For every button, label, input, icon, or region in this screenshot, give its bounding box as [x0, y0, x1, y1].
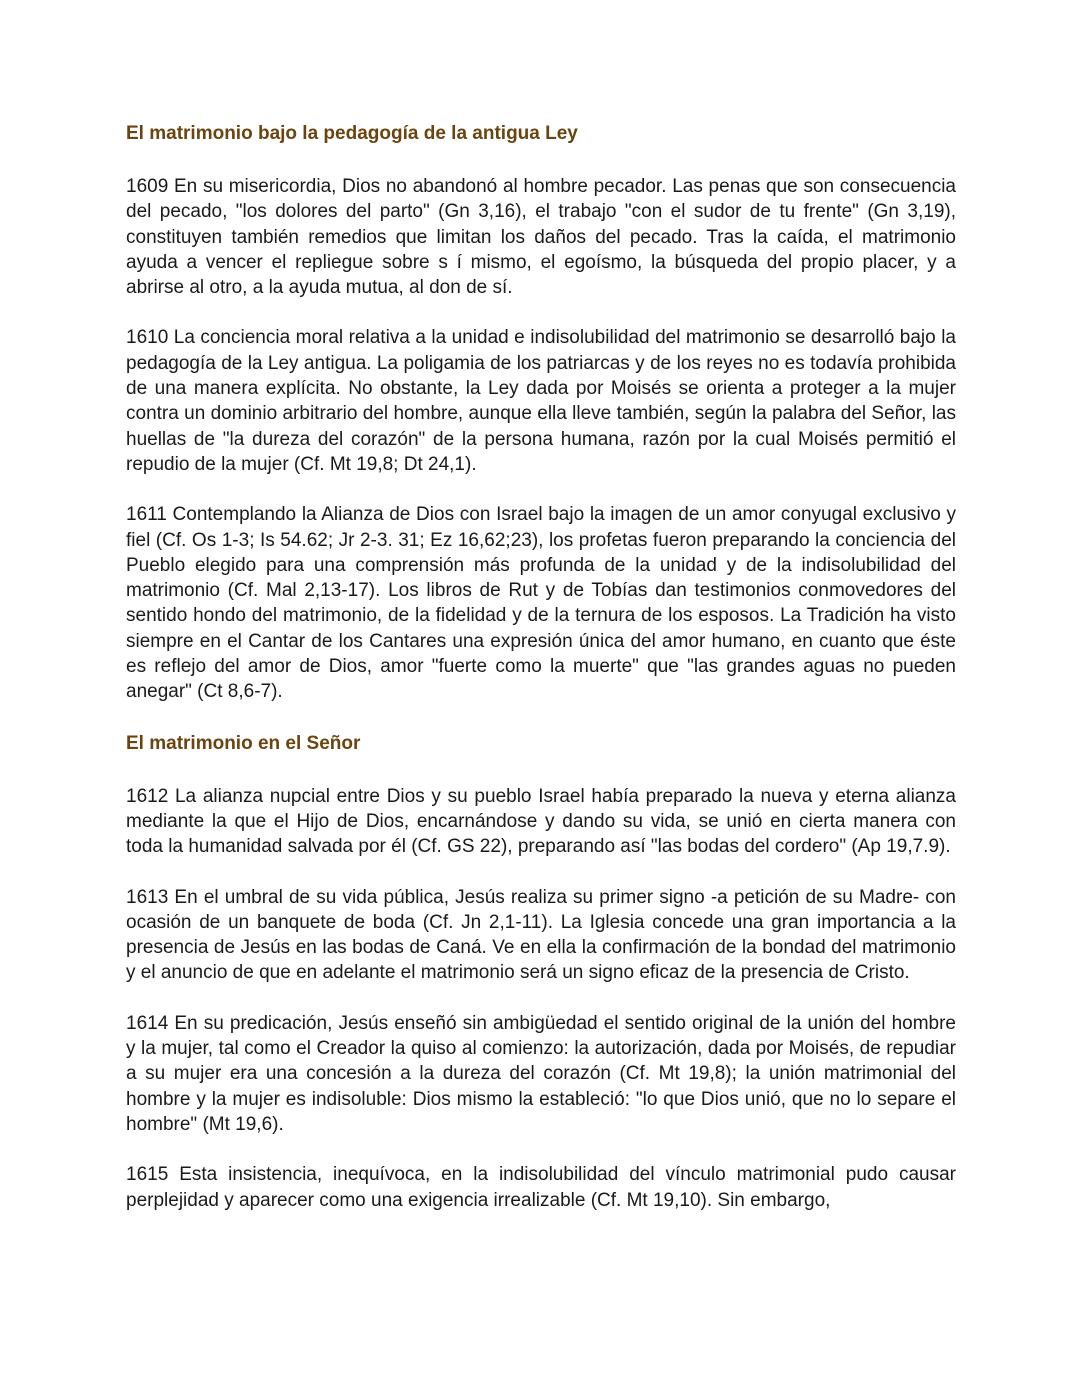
section-heading-en-el-senor: El matrimonio en el Señor — [126, 732, 361, 754]
paragraph-1609: 1609 En su misericordia, Dios no abandonó al hombre pecador. Las penas que son consecuencia del pecado, "los dolores del parto" (Gn 3,16), el trabajo "con el sudor de tu frente" (Gn 3,19), constituyen también remedios que limitan los daños del pecado. Tras la caída, el matrimonio ayuda a vencer el repliegue sobre s í mismo, el egoísmo, la búsqueda del propio placer, y a abrirse al otro, a la ayuda mutua, al don de sí. — [126, 176, 956, 299]
paragraph-1612: 1612 La alianza nupcial entre Dios y su pueblo Israel había preparado la nueva y eterna alianza mediante la que el Hijo de Dios, encarnándose y dando su vida, se unió en cierta manera con toda la humanidad salvada por él (Cf. GS 22), preparando así "las bodas del cordero" (Ap 19,7.9). — [126, 785, 956, 858]
document-page — [126, 120, 956, 1213]
paragraph-1611: 1611 Contemplando la Alianza de Dios con Israel bajo la imagen de un amor conyugal exclusivo y fiel (Cf. Os 1-3; Is 54.62; Jr 2-3. 31; Ez 16,62;23), los profetas fueron preparando la conciencia del Pueblo elegido para una comprensión más profunda de la unidad y de la indisolubilidad del matrimonio (Cf. Mal 2,13-17). Los libros de Rut y de Tobías dan testimonios conmovedores del sentido hondo del matrimonio, de la fidelidad y de la ternura de los esposos. La Tradición ha visto siempre en el Cantar de los Cantares una expresión única del amor humano, en cuanto que éste es reflejo del amor de Dios, amor "fuerte como la muerte" que "las grandes aguas no pueden anegar" (Ct 8,6-7). — [126, 504, 956, 703]
paragraph-1615: 1615 Esta insistencia, inequívoca, en la indisolubilidad del vínculo matrimonial pudo causar perplejidad y aparecer como una exigencia irrealizable (Cf. Mt 19,10). Sin embargo, — [126, 1164, 956, 1211]
paragraph-1614: 1614 En su predicación, Jesús enseñó sin ambigüedad el sentido original de la unión del hombre y la mujer, tal como el Creador la quiso al comienzo: la autorización, dada por Moisés, de repudiar a su mujer era una concesión a la dureza del corazón (Cf. Mt 19,8); la unión matrimonial del hombre y la mujer es indisoluble: Dios mismo la estableció: "lo que Dios unió, que no lo separe el hombre" (Mt 19,6). — [126, 1012, 956, 1135]
section-heading-antigua-ley: El matrimonio bajo la pedagogía de la antigua Ley — [126, 123, 578, 144]
paragraph-1610: 1610 La conciencia moral relativa a la unidad e indisolubilidad del matrimonio se desarrolló bajo la pedagogía de la Ley antigua. La poligamia de los patriarcas y de los reyes no es todavía prohibida de una manera explícita. No obstante, la Ley dada por Moisés se orienta a proteger a la mujer contra un dominio arbitrario del hombre, aunque ella lleve también, según la palabra del Señor, las huellas de "la dureza del corazón" de la persona humana, razón por la cual Moisés permitió el repudio de la mujer (Cf. Mt 19,8; Dt 24,1). — [126, 327, 956, 475]
paragraph-1613: 1613 En el umbral de su vida pública, Jesús realiza su primer signo -a petición de su Madre- con ocasión de un banquete de boda (Cf. Jn 2,1-11). La Iglesia concede una gran importancia a la presencia de Jesús en las bodas de Caná. Ve en ella la confirmación de la bondad del matrimonio y el anuncio de que en adelante el matrimonio será un signo eficaz de la presencia de Cristo. — [126, 886, 956, 984]
